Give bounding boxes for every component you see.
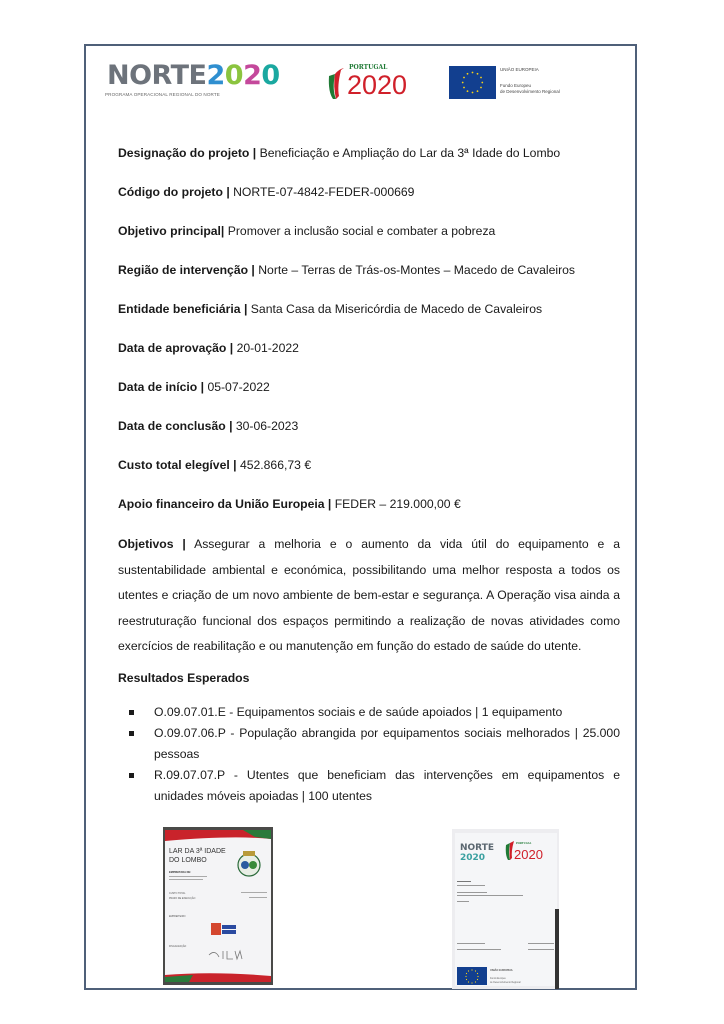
field-data-aprovacao: Data de aprovação | 20-01-2022: [118, 341, 299, 355]
list-item: R.09.07.07.P - Utentes que beneficiam das intervenções em equipamentos e unidades móveis apoiadas | 100 utentes: [118, 765, 620, 807]
portugal-label: PORTUGAL: [349, 64, 388, 71]
bullet-icon: [129, 731, 134, 736]
field-custo-total: Custo total elegível | 452.866,73 €: [118, 458, 312, 472]
field-designacao: Designação do projeto | Beneficiação e Ampliação do Lar da 3ª Idade do Lombo: [118, 146, 561, 160]
sign-title-2: DO LOMBO: [169, 857, 207, 864]
eu-title: UNIÃO EUROPEIA: [500, 67, 539, 72]
svg-text:CUSTO TOTAL: CUSTO TOTAL: [169, 892, 186, 895]
norte-year-digit: 2: [243, 60, 262, 91]
svg-text:PORTUGAL: PORTUGAL: [516, 842, 532, 845]
eu-fund: Fundo Europeu de Desenvolvimento Regional: [500, 83, 560, 94]
sign-title-1: LAR DA 3ª IDADE: [169, 848, 226, 855]
eu-flag-icon: [449, 66, 496, 99]
photo-lar-lombo-sign: [163, 827, 273, 985]
norte-year-digit: 0: [224, 60, 244, 91]
svg-text:PRAZO DE EXECUÇÃO: PRAZO DE EXECUÇÃO: [169, 897, 196, 900]
norte-year-digit: 0: [261, 60, 280, 91]
field-data-inicio: Data de início | 05-07-2022: [118, 380, 270, 394]
objectives-paragraph: [118, 532, 620, 660]
sign-photo-illustration: [452, 829, 559, 989]
svg-text:2020: 2020: [514, 847, 543, 862]
portugal-year: 2020: [347, 70, 408, 100]
norte-year: [207, 60, 280, 91]
field-apoio-financeiro: Apoio financeiro da União Europeia | FEDER – 219.000,00 €: [118, 497, 461, 511]
bullet-icon: [129, 710, 134, 715]
field-objetivo-principal: Objetivo principal| Promover a inclusão social e combater a pobreza: [118, 224, 496, 238]
field-codigo: Código do projeto | NORTE-07-4842-FEDER-000669: [118, 185, 415, 199]
objectives-label: Objetivos |: [118, 537, 186, 551]
objectives-text: Assegurar a melhoria e o aumento da vida útil do equipamento e a sustentabilidade ambiental e económica, possibilitando uma melhor resposta a todos os utentes e criação de um novo ambiente de bem-estar e segurança. A Operação visa ainda a reestruturação funcional dos espaços permitindo a realização de novas atividades como exercícios de reabilitação e ou manutenção em função do estado de saúde do utente.: [118, 537, 620, 653]
svg-text:FISCALIZAÇÃO: FISCALIZAÇÃO: [169, 945, 187, 948]
svg-text:2020: 2020: [460, 853, 486, 863]
field-regiao: Região de intervenção | Norte – Terras de Trás-os-Montes – Macedo de Cavaleiros: [118, 263, 576, 277]
norte-word: NORTE: [107, 60, 207, 91]
norte-year-digit: 2: [206, 60, 225, 91]
list-item: O.09.07.01.E - Equipamentos sociais e de saúde apoiados | 1 equipamento: [118, 702, 620, 723]
svg-text:NORTE: NORTE: [460, 843, 494, 853]
sign-photo-illustration: [163, 827, 273, 985]
photo-norte2020-sign: [452, 829, 559, 989]
portugal-flag-icon: [327, 66, 345, 100]
list-item: O.09.07.06.P - População abrangida por equipamentos sociais melhorados | 25.000 pessoas: [118, 723, 620, 765]
eu-logo: [449, 66, 579, 100]
svg-text:EMPREITEIRO: EMPREITEIRO: [169, 915, 186, 918]
logo-bar: [105, 60, 575, 105]
field-entidade: Entidade beneficiária | Santa Casa da Misericórdia de Macedo de Cavaleiros: [118, 302, 543, 316]
svg-text:Fundo Europeu: Fundo Europeu: [490, 978, 506, 980]
results-list: [118, 702, 620, 807]
norte2020-logo: [105, 60, 310, 102]
svg-text:de Desenvolvimento Regional: de Desenvolvimento Regional: [490, 982, 521, 984]
bullet-icon: [129, 773, 134, 778]
svg-text:UNIÃO EUROPEIA: UNIÃO EUROPEIA: [490, 969, 513, 972]
svg-text:EMPREITADA DE:: EMPREITADA DE:: [169, 871, 192, 874]
field-data-conclusao: Data de conclusão | 30-06-2023: [118, 419, 299, 433]
norte-subtitle: PROGRAMA OPERACIONAL REGIONAL DO NORTE: [105, 92, 220, 97]
results-title: Resultados Esperados: [118, 671, 250, 685]
portugal2020-logo: [327, 62, 433, 102]
